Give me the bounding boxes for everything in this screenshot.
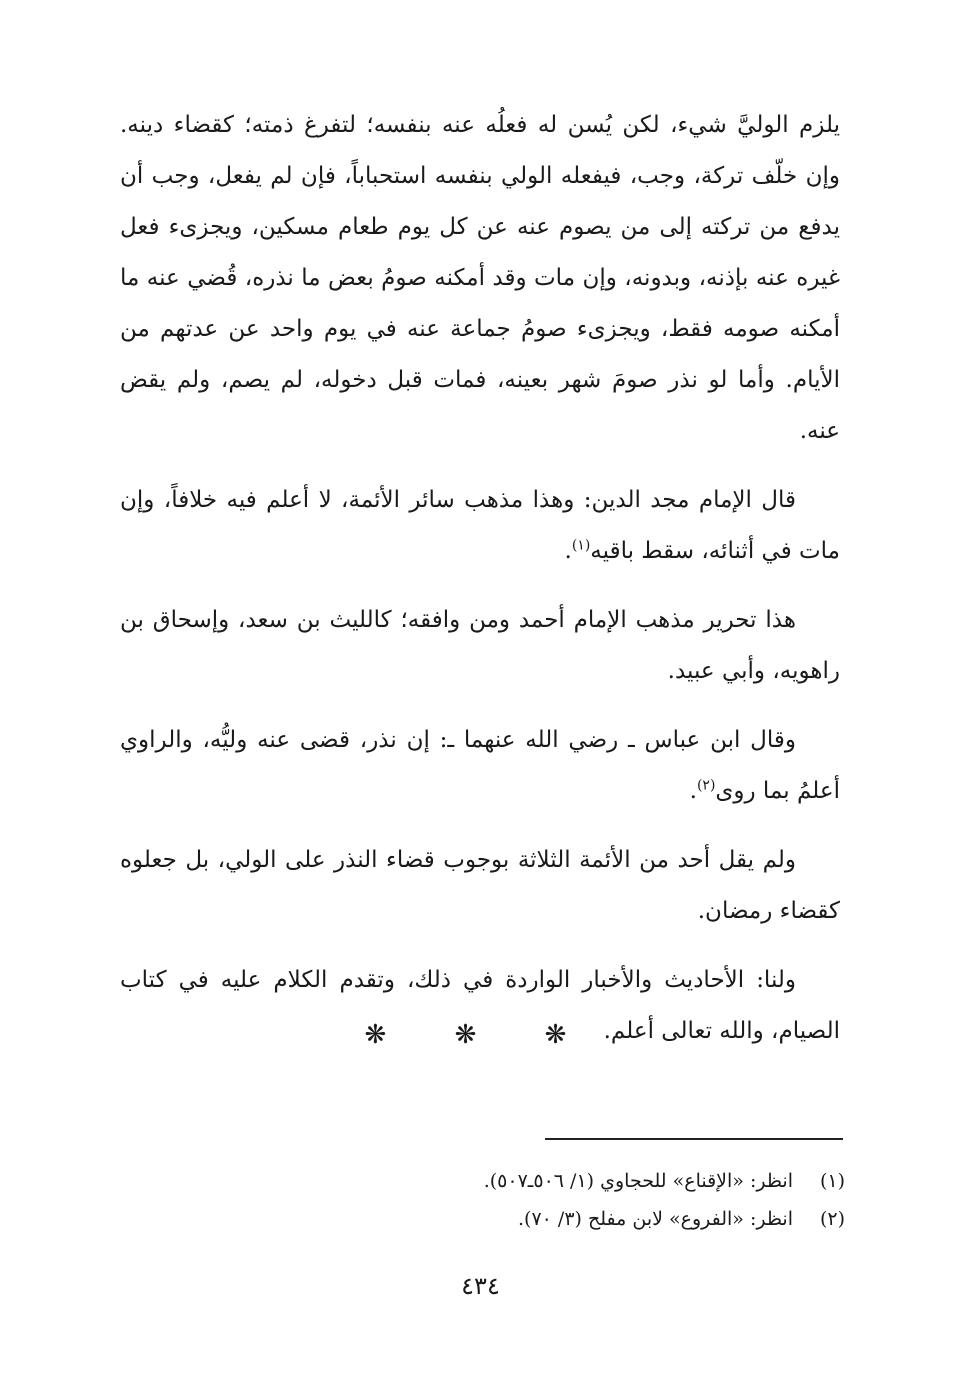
- section-separator: ❋ ❋ ❋: [364, 1020, 597, 1050]
- paragraph-text: ولنا: الأحاديث والأخبار الواردة في ذلك، وتقدم الكلام عليه في كتاب الصيام، والله تعالى أعلم.: [120, 967, 840, 1044]
- paragraph-text: هذا تحرير مذهب الإمام أحمد ومن وافقه؛ كالليث بن سعد، وإسحاق بن راهويه، وأبي عبيد.: [120, 607, 840, 684]
- footnote-ref: (٢): [696, 777, 716, 794]
- paragraph: [120, 835, 840, 937]
- page-number: ٤٣٤: [461, 1272, 500, 1300]
- footnote-number: (١): [819, 1170, 845, 1192]
- paragraph-text: وقال ابن عباس ـ رضي الله عنهما ـ: إن نذر، قضى عنه وليُّه، والراوي أعلمُ بما روى: [120, 727, 840, 804]
- paragraph: [120, 100, 840, 457]
- paragraph: [120, 595, 840, 697]
- paragraph: [120, 715, 840, 817]
- main-text: [120, 100, 840, 1075]
- footnote-text: انظر: «الفروع» لابن مفلح (٣/ ٧٠).: [517, 1208, 793, 1230]
- paragraph-end: .: [564, 538, 572, 564]
- footnote-divider: [545, 1138, 843, 1140]
- footnote: [120, 1162, 845, 1200]
- footnotes: [120, 1162, 845, 1238]
- footnote-number: (٢): [819, 1208, 845, 1230]
- paragraph-text: قال الإمام مجد الدين: وهذا مذهب سائر الأئمة، لا أعلم فيه خلافاً، وإن مات في أثنائه، سقط باقيه: [120, 487, 840, 564]
- paragraph: [120, 475, 840, 577]
- paragraph-end: .: [689, 778, 697, 804]
- footnote: [120, 1200, 845, 1238]
- paragraph-text: ولم يقل أحد من الأئمة الثلاثة بوجوب قضاء النذر على الولي، بل جعلوه كقضاء رمضان.: [120, 847, 840, 924]
- paragraph-text: يلزم الوليَّ شيء، لكن يُسن له فعلُه عنه بنفسه؛ لتفرغ ذمته؛ كقضاء دينه. وإن خلّف تركة، وجب، فيفعله الولي بنفسه استحباباً، فإن لم يفعل، وجب أن يدفع من تركته إلى من يصوم عنه عن كل يوم طعام مسكين، ويجزىء فعل غيره عنه بإذنه، وبدونه، وإن مات وقد أمكنه صومُ بعض ما نذره، قُضي عنه ما أمكنه صومه فقط، ويجزىء صومُ جماعة عنه في يوم واحد عن عدتهم من الأيام. وأما لو نذر صومَ شهر بعينه، فمات قبل دخوله، لم يصم، ولم يقض عنه.: [120, 112, 840, 444]
- footnote-ref: (١): [571, 537, 591, 554]
- footnote-text: انظر: «الإقناع» للحجاوي (١/ ٥٠٦ـ٥٠٧).: [483, 1170, 793, 1192]
